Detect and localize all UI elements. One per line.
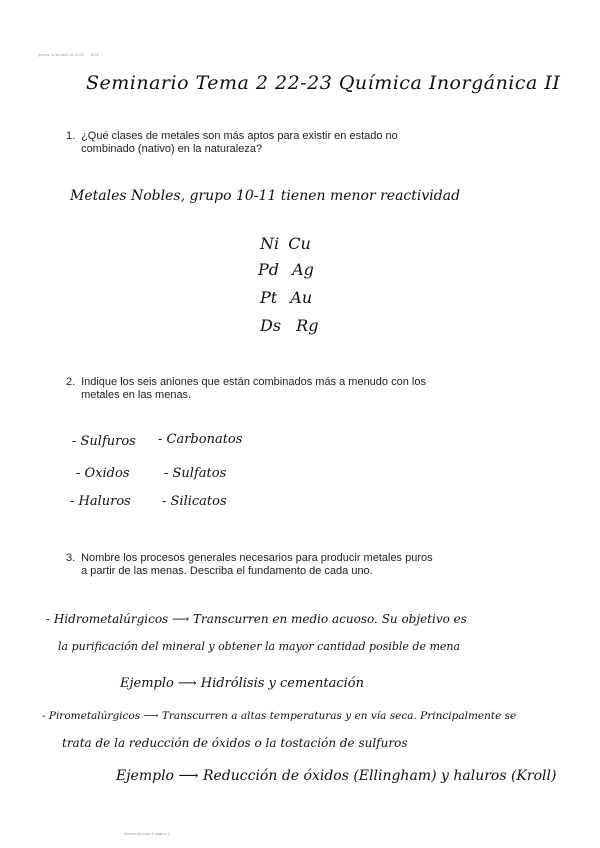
element-left: Ni: [260, 234, 280, 253]
question-1-line2: combinado (nativo) en la naturaleza?: [81, 143, 263, 155]
question-3: [66, 552, 433, 578]
element-right: Au: [290, 288, 313, 307]
piro-line-2: trata de la reducción de óxidos o la tostación de sulfuros: [62, 736, 408, 750]
element-left: Ds: [260, 316, 282, 335]
anion-silicatos: - Silicatos: [162, 494, 227, 509]
hidro-example: Ejemplo ⟶ Hidrólisis y cementación: [120, 676, 365, 691]
question-2-line1: Indique los seis aniones que están combinados más a menudo con los: [81, 376, 426, 388]
answer-1-text: Metales Nobles, grupo 10-11 tienen menor reactividad: [70, 188, 461, 204]
element-left: Pd: [258, 260, 280, 279]
element-right: Ag: [292, 260, 314, 279]
question-3-line1: Nombre los procesos generales necesarios para producir metales puros: [81, 552, 433, 564]
anion-oxidos: - Oxidos: [76, 466, 130, 481]
piro-line-1: - Pirometalúrgicos ⟶ Transcurren a altas temperaturas y en vía seca. Principalmente se: [42, 710, 517, 722]
question-2-line2: metales en las menas.: [81, 389, 192, 401]
element-pair-row: [260, 316, 318, 335]
question-1: [66, 130, 398, 156]
hidro-line-2: la purificación del mineral y obtener la mayor cantidad posible de mena: [58, 640, 461, 653]
anion-sulfatos: - Sulfatos: [164, 466, 227, 481]
question-1-line1: ¿Qué clases de metales son más aptos para existir en estado no: [81, 130, 398, 142]
note-date: [38, 52, 99, 57]
anion-haluros: - Haluros: [70, 494, 131, 509]
element-pair-row: [258, 260, 314, 279]
piro-example: Ejemplo ⟶ Reducción de óxidos (Ellingham) y haluros (Kroll): [116, 768, 557, 784]
page-title: Seminario Tema 2 22-23 Química Inorgánica II: [86, 72, 561, 94]
element-left: Pt: [260, 288, 278, 307]
question-2: [66, 376, 426, 402]
page-footer: Nueva sección 4 página 1: [124, 831, 171, 836]
question-3-line2: a partir de las menas. Describa el fundamento de cada uno.: [81, 565, 373, 577]
element-right: Cu: [288, 234, 311, 253]
note-time-text: 8:28: [90, 52, 99, 57]
element-right: Rg: [296, 316, 319, 335]
note-date-text: jueves, 6 de abril de 2023: [38, 52, 84, 57]
element-pair-row: [260, 234, 311, 253]
question-3-number: 3.: [66, 552, 76, 564]
element-pair-row: [260, 288, 312, 307]
question-2-number: 2.: [66, 376, 76, 388]
anion-carbonatos: - Carbonatos: [158, 432, 243, 447]
anion-sulfuros: - Sulfuros: [72, 434, 136, 449]
hidro-line-1: - Hidrometalúrgicos ⟶ Transcurren en medio acuoso. Su objetivo es: [46, 612, 467, 626]
question-1-number: 1.: [66, 130, 76, 142]
